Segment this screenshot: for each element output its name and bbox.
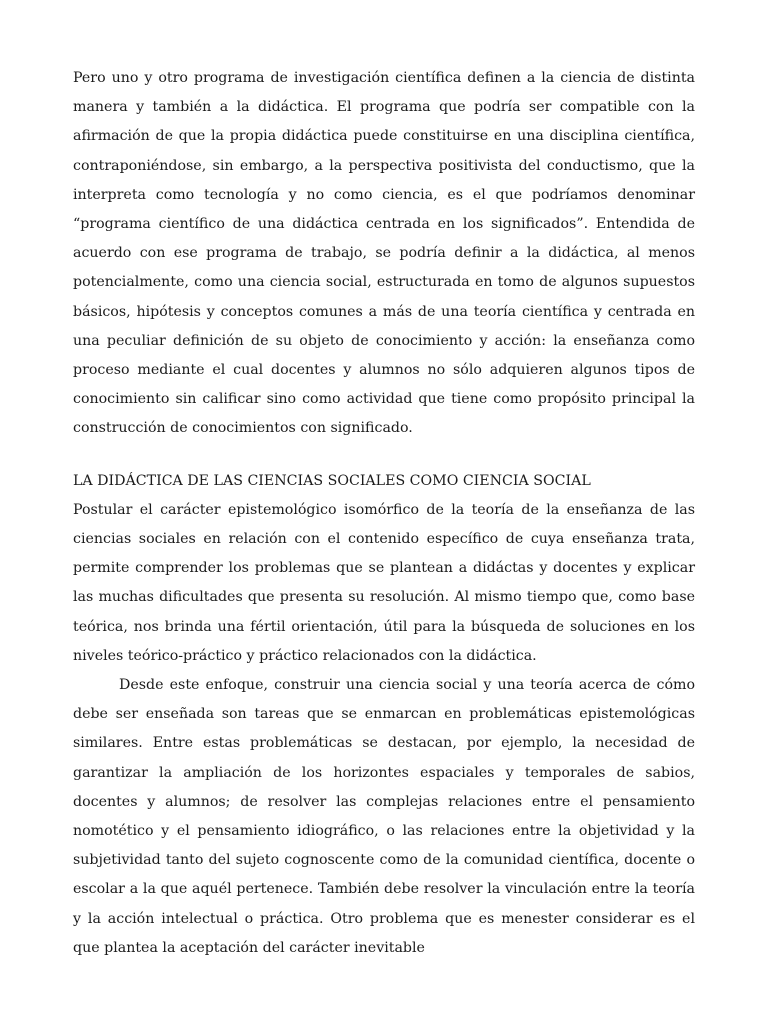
paragraph-research-programs: Pero uno y otro programa de investigación científica definen a la ciencia de distinta manera y también a la didáctica. El programa que podría ser compatible con la afirmación de que la propia didáctica puede constituirse en una disciplina científica, contraponiéndose, sin embargo, a la perspectiva positivista del conductismo, que la interpreta como tecnología y no como ciencia, es el que podríamos denominar “programa científico de una didáctica centrada en los significados”. Entendida de acuerdo con ese programa de trabajo, se podría definir a la didáctica, al menos potencialmente, como una ciencia social, estructurada en tomo de algunos supuestos básicos, hipótesis y conceptos comunes a más de una teoría científica y centrada en una peculiar definición de su objeto de conocimiento y acción: la enseñanza como proceso mediante el cual docentes y alumnos no sólo adquieren algunos tipos de conocimiento sin calificar sino como actividad que tiene como propósito principal la construcción de conocimientos con significado. [73, 70, 695, 437]
paragraph-approach: Desde este enfoque, construir una ciencia social y una teoría acerca de cómo debe ser enseñada son tareas que se enmarcan en problemáticas epistemológicas similares. Entre estas problemáticas se destacan, por ejemplo, la necesidad de garantizar la ampliación de los horizontes espaciales y temporales de sabios, docentes y alumnos; de resolver las complejas relaciones entre el pensamiento nomotético y el pensamiento idiográfico, o las relaciones entre la objetividad y la subjetividad tanto del sujeto cognoscente como de la comunidad científica, docente o escolar a la que aquél pertenece. También debe resolver la vinculación entre la teoría y la acción intelectual o práctica. Otro problema que es menester considerar es el que plantea la aceptación del carácter inevitable [73, 677, 695, 956]
paragraph-epistemological-character: Postular el carácter epistemológico isomórfico de la teoría de la enseñanza de las ciencias sociales en relación con el contenido específico de cuya enseñanza trata, permite comprender los problemas que se plantean a didáctas y docentes y explicar las muchas dificultades que presenta su resolución. Al mismo tiempo que, como base teórica, nos brinda una fértil orientación, útil para la búsqueda de soluciones en los niveles teórico-práctico y práctico relacionados con la didáctica. [73, 501, 695, 664]
section-heading: LA DIDÁCTICA DE LAS CIENCIAS SOCIALES COMO CIENCIA SOCIAL [73, 472, 591, 489]
document-page [73, 64, 695, 963]
